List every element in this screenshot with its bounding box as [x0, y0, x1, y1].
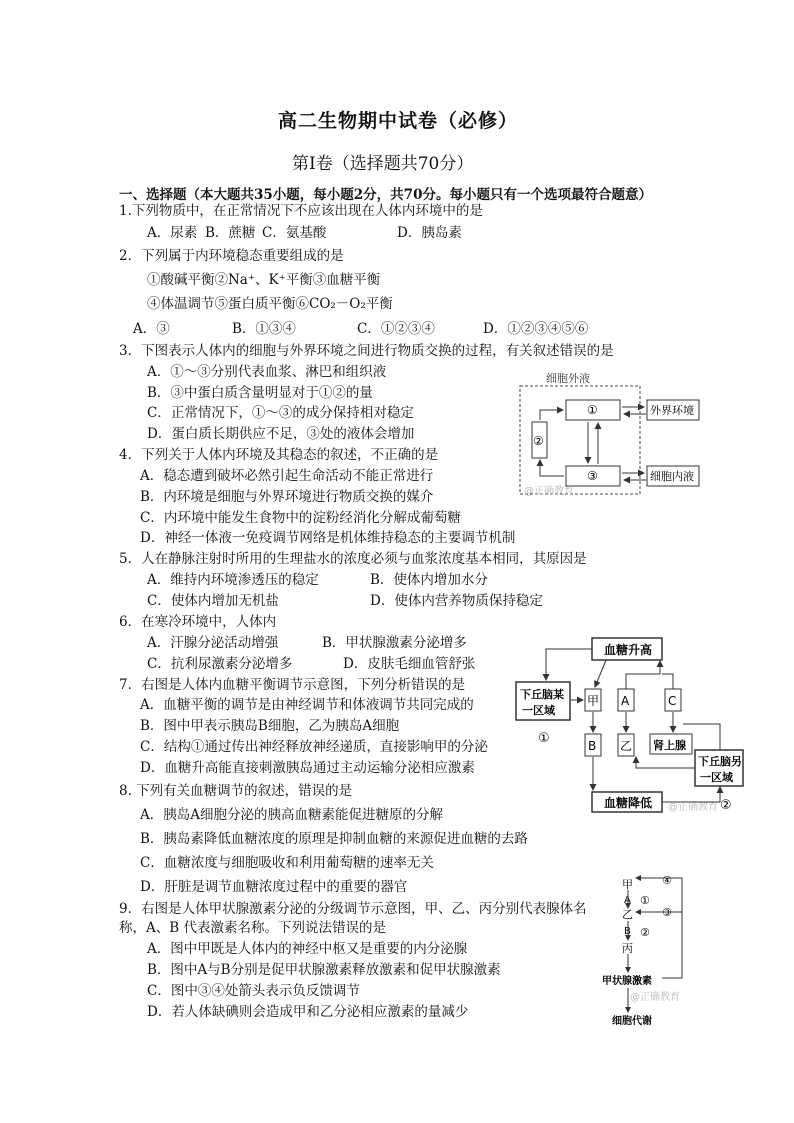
hypothalamus-region-1-line-2: 一区域 [522, 704, 555, 717]
gland-bing-label: 丙 [622, 942, 633, 955]
hormone-b-label: B [624, 926, 631, 937]
extracellular-fluid-label: 细胞外液 [546, 372, 590, 385]
fluid-node-2-label: ② [533, 434, 544, 448]
thyroid-regulation-diagram [600, 870, 710, 1030]
node-yi-label: 乙 [620, 739, 633, 753]
q4-option-b: B．内环境是细胞与外界环境进行物质交换的媒介 [140, 489, 434, 505]
arrow-1-marker: ① [640, 894, 650, 907]
body-fluid-diagram [510, 366, 710, 500]
glucose-low-label: 血糖降低 [604, 796, 653, 810]
q3-option-d: D．蛋白质长期供应不足，③处的液体会增加 [147, 426, 415, 442]
q4-stem: 4．下列关于人体内环境及其稳态的叙述，不正确的是 [119, 447, 439, 463]
q4-option-d: D．神经一体液一免疫调节网络是机体维持稳态的主要调节机制 [140, 530, 516, 546]
page-title: 高二生物期中试卷（必修） [278, 110, 519, 132]
q5-stem: 5．人在静脉注射时所用的生理盐水的浓度必须与血浆浓度基本相同，其原因是 [119, 551, 587, 567]
q1-option-b: B．蔗糖 [205, 225, 256, 241]
q2-option-d: D．①②③④⑤⑥ [483, 321, 589, 337]
q8-stem: 8. 下列有关血糖调节的叙述，错误的是 [119, 783, 353, 799]
q2-line-2: ④体温调节⑤蛋白质平衡⑥CO₂－O₂平衡 [147, 296, 393, 312]
node-c-label: C [668, 694, 677, 708]
gland-jia-label: 甲 [622, 878, 633, 891]
hypothalamus-region-2-line-2: 一区域 [700, 771, 733, 784]
q2-option-b: B．①③④ [232, 321, 296, 337]
watermark: @正确教育 [668, 802, 718, 813]
q5-option-b: B．使体内增加水分 [370, 572, 488, 588]
q4-option-c: C．内环境中能发生食物中的淀粉经消化分解成葡萄糖 [140, 510, 461, 526]
q1-option-c: C．氨基酸 [262, 225, 327, 241]
gland-yi-label: 乙 [622, 908, 633, 921]
q3-option-a: A．①～③分别代表血浆、淋巴和组织液 [147, 364, 387, 380]
external-environment-label: 外界环境 [650, 404, 694, 417]
node-b-label: B [588, 739, 597, 753]
section-heading: 一、选择题（本大题共35小题，每小题2分，共70分。每小题只有一个选项最符合题意） [119, 187, 652, 203]
q6-stem: 6．在寒冷环境中，人体内 [119, 614, 277, 630]
q1-option-a: A．尿素 [147, 225, 198, 241]
q7-option-a: A．血糖平衡的调节是由神经调节和体液调节共同完成的 [140, 697, 474, 713]
q8-option-a: A．胰岛A细胞分泌的胰高血糖素能促进糖原的分解 [140, 807, 443, 823]
q8-option-c: C．血糖浓度与细胞吸收和利用葡萄糖的速率无关 [140, 855, 434, 871]
q9-option-c: C．图中③④处箭头表示负反馈调节 [147, 983, 360, 999]
q1-stem: 1.下列物质中，在正常情况下不应该出现在人体内环境中的是 [119, 203, 483, 219]
arrow-3-marker: ③ [662, 906, 672, 919]
hormone-a-label: A [624, 895, 631, 906]
intracellular-fluid-label: 细胞内液 [650, 470, 694, 483]
q5-option-a: A．维持内环境渗透压的稳定 [147, 572, 319, 588]
q4-option-a: A．稳态遭到破坏必然引起生命活动不能正常进行 [140, 468, 434, 484]
q6-option-d: D．皮肤毛细血管舒张 [343, 656, 476, 672]
q2-option-c: C．①②③④ [357, 321, 435, 337]
q2-stem: 2．下列属于内环境稳态重要组成的是 [119, 248, 344, 264]
q6-option-b: B．甲状腺激素分泌增多 [322, 635, 467, 651]
q9-option-d: D．若人体缺碘则会造成甲和乙分泌相应激素的量减少 [147, 1004, 469, 1020]
q7-stem: 7．右图是人体内血糖平衡调节示意图，下列分析错误的是 [119, 677, 466, 693]
fluid-node-1-label: ① [587, 403, 598, 417]
arrow-4-marker: ④ [662, 874, 672, 887]
q9-stem-line-2: 称，A、B 代表激素名称。下列说法错误的是 [119, 920, 386, 936]
watermark: @正确教育 [524, 486, 574, 497]
thyroid-hormone-label: 甲状腺激素 [602, 976, 652, 987]
q2-option-a: A．③ [133, 321, 170, 337]
q1-option-d: D．胰岛素 [397, 225, 462, 241]
q8-option-b: B．胰岛素降低血糖浓度的原理是抑制血糖的来源促进血糖的去路 [140, 831, 528, 847]
hypothalamus-region-2-line-1: 下丘脑另 [698, 755, 742, 768]
q7-option-c: C．结构①通过传出神经释放神经递质，直接影响甲的分泌 [140, 739, 488, 755]
glucose-regulation-diagram [510, 634, 750, 814]
q6-option-c: C．抗利尿激素分泌增多 [147, 656, 293, 672]
q9-option-a: A．图中甲既是人体内的神经中枢又是重要的内分泌腺 [147, 941, 468, 957]
q3-stem: 3．下图表示人体内的细胞与外界环境之间进行物质交换的过程，有关叙述错误的是 [119, 343, 614, 359]
page-subtitle: 第Ⅰ卷（选择题共70分） [292, 154, 474, 174]
structure-1-marker: ① [538, 731, 550, 746]
node-a-label: A [621, 694, 630, 708]
q6-option-a: A．汗腺分泌活动增强 [147, 635, 279, 651]
q9-stem-line-1: 9．右图是人体甲状腺激素分泌的分级调节示意图，甲、乙、丙分别代表腺体名 [119, 901, 587, 917]
structure-2-marker: ② [720, 798, 732, 813]
arrow-2-marker: ② [640, 926, 650, 939]
fluid-node-3-label: ③ [587, 469, 598, 483]
cell-metabolism-label: 细胞代谢 [612, 1016, 652, 1027]
q5-option-d: D．使体内营养物质保持稳定 [370, 593, 543, 609]
hypothalamus-region-1-line-1: 下丘脑某 [520, 688, 564, 701]
watermark: @正确教育 [630, 992, 680, 1003]
q5-option-c: C．使体内增加无机盐 [147, 593, 279, 609]
node-jia-label: 甲 [587, 694, 600, 708]
adrenal-gland-label: 肾上腺 [653, 739, 686, 752]
q9-option-b: B．图中A与B分别是促甲状腺激素释放激素和促甲状腺激素 [147, 962, 501, 978]
q7-option-b: B．图中甲表示胰岛B细胞，乙为胰岛A细胞 [140, 718, 400, 734]
q7-option-d: D．血糖升高能直接刺激胰岛通过主动运输分泌相应激素 [140, 760, 475, 776]
glucose-high-label: 血糖升高 [604, 643, 653, 657]
q3-option-c: C．正常情况下，①～③的成分保持相对稳定 [147, 405, 414, 421]
q3-option-b: B．③中蛋白质含量明显对于①②的量 [147, 385, 373, 401]
q8-option-d: D．肝脏是调节血糖浓度过程中的重要的器官 [140, 879, 408, 895]
q2-line-1: ①酸碱平衡②Na⁺、K⁺平衡③血糖平衡 [147, 272, 381, 288]
